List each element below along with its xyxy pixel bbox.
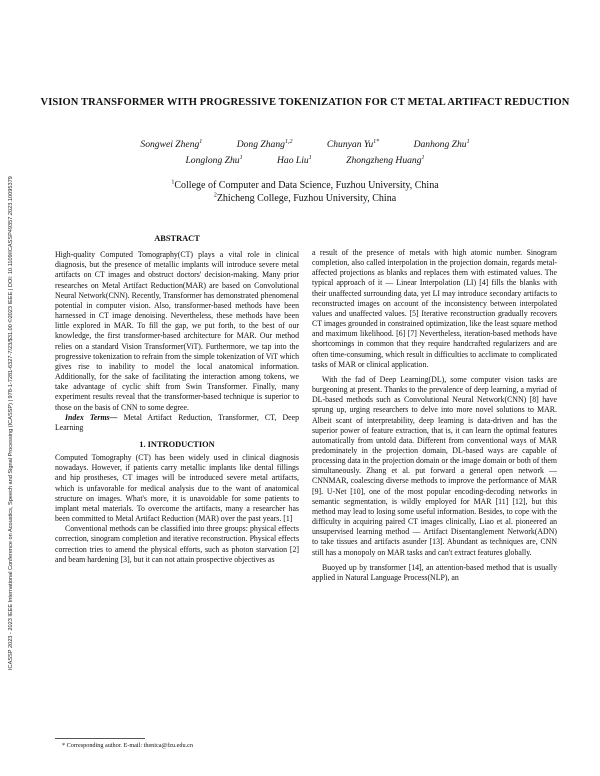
affiliation-2: $^2$Zhicheng College, Fuzhou University, China xyxy=(213,192,397,204)
abstract-text: High-quality Computed Tomography(CT) plays a vital role in clinical diagnosis, but the presence of metallic implants will introduce severe metal artifacts on CT images and obstruct doctors' decision-making. Many prior researches on Metal Artifact Reduction(MAR) are based on Convolutional Neural Network(CNN). Recently, Transformer has demonstrated phenomenal potential in computer vision. Also, transformer-based methods have been harnessed in CT image denoising. Nevertheless, these methods have been little explored in MAR. To fill the gap, we put forth, to the best of our knowledge, the first transformer-based architecture for MAR. Our method relies on a standard Vision Transformer(ViT). Furthermore, we tap into the progressive tokenization to refrain from the simple tokenization of ViT which gives rise to inability to model the local anatomical information. Additionally, for the sake of facilitating the interaction among tokens, we take advantage of cyclic shift from Swin Transformer. Finally, many experiment results reveal that the transformer-based technique is superior to those on the basis of CNN to some degree. xyxy=(55,250,299,412)
author: Zhongzheng Huang$^1$ xyxy=(346,154,425,166)
intro-paragraph-2: Conventional methods can be classified into three groups: physical effects correction, sinogram completion and iterative reconstruction. Physical effects correction tries to amend the physical efforts, such as photon starvation [2] and beam hardening [3], but it can not attain prospective objectives as xyxy=(55,524,299,564)
footnote-rule xyxy=(55,738,145,739)
author-row-1 xyxy=(40,137,570,153)
side-doi-text: ICASSP 2023 - 2023 IEEE International Conference on Acoustics, Speech and Signal Processing (ICASSP) | 978-1-7281-6327-7/23/$31.00 ©2023 IEEE | DOI: 10.1109/ICASSP49357.2023.10095379 xyxy=(8,176,14,670)
affiliations xyxy=(40,179,570,205)
abstract-heading: ABSTRACT xyxy=(154,234,200,243)
intro-paragraph-1: Computed Tomography (CT) has been widely used in clinical diagnosis nowadays. However, if patients carry metallic implants like dental fillings and hip prostheses, CT images will be introduced severe metal artifacts, which is unfavorable for medical analysis due to the want of anatomical structure on images. What's more, it is unavoidable for some patients to implant metal materials. To overcome the artifacts, many a researcher has been committed to Metal Artifact Reduction (MAR) over the past years. [1] xyxy=(55,453,299,524)
author: Chunyan $Yu^{1*}$ xyxy=(326,138,380,150)
right-paragraph-2: With the fad of Deep Learning(DL), some computer vision tasks are burgeoning at present. Thanks to the prevalence of deep learning, a myriad of DL-based methods such as Convolutional Neural Network(CNN) [8] have sprung up, urging researchers to delve into more novel solutions to MAR. Albeit scant of interpretability, deep learning is data-driven and has the superior power of feature extraction, that is, it can learn the optimal features automatically from untold data. Different from conventional ways of MAR predominately in the projection domain, DL-based ways are capable of processing data in the projection domain or the image domain or both of them simultaneously. Zhang et al. put forward a general open network — CNNMAR, coalescing diverse methods to improve the performance of MAR [9]. U-Net [10], one of the most popular encoding-decoding networks in semantic segmentation, is wildly employed for MAR [11] [12], but this method may lead to losing some useful information. Besides, to cope with the difficulty in acquiring paired CT images clinically, Liao et al. pioneered an unsupervised learning method — Artifact Disentanglement Network(ADN) to take tissues and artifacts asunder [13]. Abundant as techniques are, CNN still has a monopoly on MAR tasks and can't extract features globally. xyxy=(312,374,557,557)
author-row-2 xyxy=(40,153,570,169)
affiliation-1: $^1$College of Computer and Data Science, Fuzhou University, China xyxy=(171,179,439,191)
side-doi-strip xyxy=(4,70,18,670)
intro-heading: 1. INTRODUCTION xyxy=(139,439,215,449)
index-terms-text: Metal Artifact Reduction, Transformer, CT, Deep Learning xyxy=(55,412,299,432)
author-list xyxy=(40,137,570,169)
author: Songwei Zheng$^1$ xyxy=(140,138,203,150)
author: Hao Liu$^1$ xyxy=(276,154,312,166)
author: Longlong Zhu$^1$ xyxy=(185,154,243,166)
author: Danhong Zhu$^1$ xyxy=(413,138,470,150)
right-column xyxy=(312,248,557,583)
index-terms-lead: Index Terms— xyxy=(65,412,118,422)
left-column xyxy=(55,234,299,565)
right-paragraph-3: Buoyed up by transformer [14], an attention-based method that is usually applied in Natural Language Process(NLP), an xyxy=(312,562,557,582)
index-terms xyxy=(55,413,299,433)
corresponding-author-footnote: * Corresponding author. E-mail: thenica@fzu.edu.cn xyxy=(62,742,193,749)
paper-title: VISION TRANSFORMER WITH PROGRESSIVE TOKENIZATION FOR CT METAL ARTIFACT REDUCTION xyxy=(40,97,570,108)
right-paragraph-1: a result of the presence of metals with high atomic number. Sinogram completion, also called interpolation in the projection domain, regards metal-affected projections as blanks and replaces them with estimated values. The typical approach of it — Linear Interpolation (LI) [4] fills the blanks with their unaffected surrounding data, yet LI may introduce secondary artifacts to reconstructed images on account of the inconsistency between interpolated values and unaffected values. [5] Iterative reconstruction gradually recovers CT images grounded in constrained optimization, like the least square method and maximum likelihood. [6] [7] Nevertheless, iteration-based methods have shortcomings in common that they require handcrafted regularizers and are often time-consuming, which result in difficulties to acclimate to complicated tasks of MAR or clinical application. xyxy=(312,248,557,369)
author: Dong Zhang$^{1,2}$ xyxy=(236,138,293,150)
